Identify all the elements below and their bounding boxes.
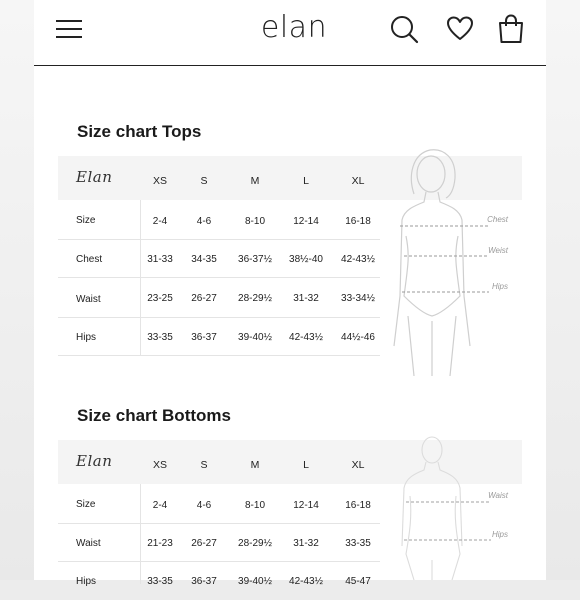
row-label: Size: [76, 215, 96, 226]
tops-brand-script: Elan: [76, 168, 113, 186]
menu-icon[interactable]: [56, 18, 82, 40]
row-label: Waist: [76, 294, 101, 305]
table-cell: 2-4: [152, 216, 168, 227]
left-margin: [0, 0, 34, 580]
measure-label-hips: Hips: [491, 282, 508, 291]
table-row: [58, 240, 380, 278]
table-cell: 12-14: [293, 216, 319, 227]
table-cell: 31-32: [293, 538, 319, 549]
row-label: Hips: [76, 576, 97, 587]
table-cell: 26-27: [191, 293, 217, 304]
right-margin: [546, 0, 580, 580]
table-row: [58, 524, 380, 562]
table-cell: 8-10: [244, 216, 265, 227]
table-cell: 21-23: [147, 538, 173, 549]
table-cell: 33-35: [345, 538, 371, 549]
bottoms-size-m: M: [250, 459, 260, 471]
table-cell: 42-43½: [341, 254, 375, 265]
brand-logo[interactable]: elan: [260, 10, 328, 45]
tops-size-l: L: [303, 175, 309, 187]
table-cell: 31-32: [293, 293, 319, 304]
table-cell: 26-27: [191, 538, 217, 549]
table-cell: 8-10: [244, 500, 265, 511]
table-cell: 16-18: [345, 500, 371, 511]
table-cell: 12-14: [293, 500, 319, 511]
table-row: [58, 278, 380, 318]
table-cell: 36-37: [191, 332, 217, 343]
table-cell: 4-6: [196, 216, 212, 227]
legs-figure-illustration: [386, 436, 496, 580]
row-label: Waist: [76, 538, 101, 549]
table-cell: 42-43½: [289, 332, 323, 343]
table-cell: 28-29½: [238, 538, 272, 549]
table-cell: 45-47: [345, 576, 371, 587]
bottoms-brand-script: Elan: [76, 452, 113, 470]
table-cell: 33-34½: [341, 293, 375, 304]
table-cell: 38½-40: [289, 254, 323, 265]
tops-title: Size chart Tops: [77, 122, 202, 141]
measure-label-waist: Waist: [488, 491, 508, 500]
measure-label-hips: Hips: [491, 530, 508, 539]
row-label: Hips: [76, 332, 97, 343]
table-cell: 39-40½: [238, 332, 272, 343]
table-cell: 33-35: [147, 332, 173, 343]
table-cell: 42-43½: [289, 576, 323, 587]
table-row: [58, 200, 380, 240]
table-cell: 36-37: [191, 576, 217, 587]
table-cell: 39-40½: [238, 576, 272, 587]
tops-size-xl: XL: [351, 175, 365, 187]
bottoms-size-s: S: [200, 459, 208, 471]
bottoms-title: Size chart Bottoms: [77, 406, 231, 425]
measure-label-waist: Weist: [488, 246, 508, 255]
bottoms-size-xl: XL: [351, 459, 365, 471]
tops-size-s: S: [200, 175, 208, 187]
site-header: [34, 0, 546, 66]
table-cell: 23-25: [147, 293, 173, 304]
bottoms-size-l: L: [303, 459, 309, 471]
table-cell: 28-29½: [238, 293, 272, 304]
table-cell: 16-18: [345, 216, 371, 227]
table-cell: 4-6: [196, 500, 212, 511]
heart-icon[interactable]: [445, 14, 475, 44]
table-cell: 34-35: [191, 254, 217, 265]
page: [34, 0, 546, 587]
table-cell: 2-4: [152, 500, 168, 511]
bag-icon[interactable]: [496, 14, 526, 44]
tops-size-m: M: [250, 175, 260, 187]
table-cell: 33-35: [147, 576, 173, 587]
tops-size-xs: XS: [152, 175, 167, 187]
row-label: Size: [76, 499, 96, 510]
table-cell: 31-33: [147, 254, 173, 265]
table-cell: 44½-46: [341, 332, 375, 343]
table-row: [58, 562, 380, 600]
bottoms-size-xs: XS: [152, 459, 167, 471]
table-row: [58, 484, 380, 524]
table-cell: 36-37½: [238, 254, 272, 265]
body-figure-illustration: [384, 146, 494, 376]
row-label: Chest: [76, 254, 103, 265]
search-icon[interactable]: [389, 14, 419, 44]
measure-label-chest: Chest: [487, 215, 508, 224]
table-row: [58, 318, 380, 356]
